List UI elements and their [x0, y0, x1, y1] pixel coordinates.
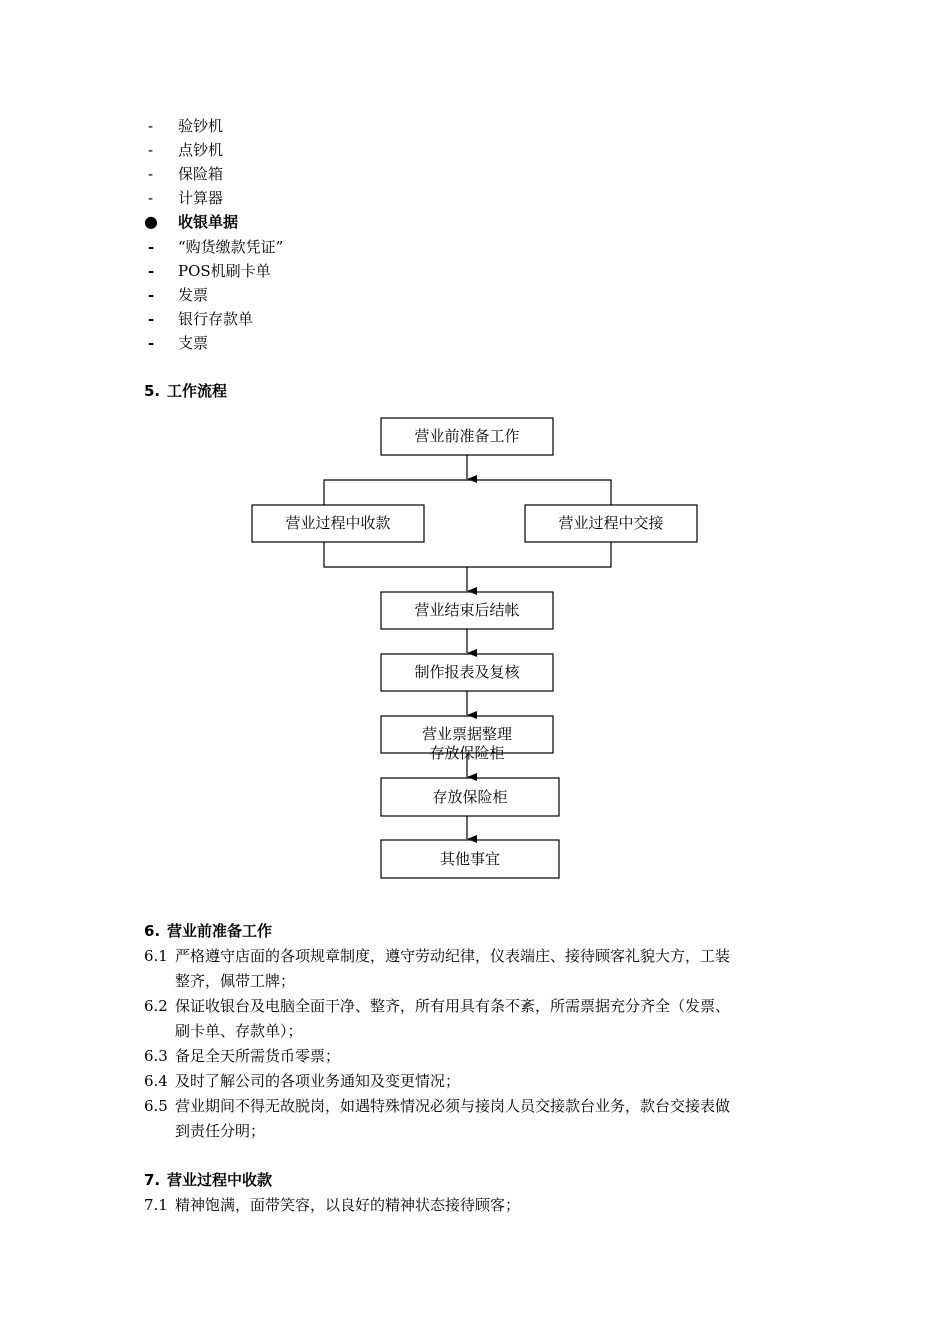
dash-bullet-icon: -	[148, 238, 155, 256]
section-title: 营业过程中收款	[167, 1171, 273, 1189]
item-number: 6.5	[144, 1097, 168, 1115]
flow-label-report: 制作报表及复核	[414, 663, 520, 681]
flow-label-sort-overlap: 存放保险柜	[429, 744, 505, 762]
section-title: 工作流程	[167, 382, 228, 400]
item-number: 6.1	[144, 947, 168, 965]
dash-bullet-icon: -	[148, 334, 155, 352]
list-item: 支票	[178, 334, 209, 352]
item-text: 保证收银台及电脑全面干净、整齐，所有用具有条不紊，所需票据充分齐全（发票、	[175, 997, 731, 1015]
list-item: 银行存款单	[178, 310, 254, 328]
item-text: 及时了解公司的各项业务通知及变更情况；	[175, 1072, 461, 1090]
flow-merge-bracket	[324, 542, 611, 567]
section-number: 6.	[144, 922, 161, 940]
list-item: 发票	[178, 286, 209, 304]
item-text: 备足全天所需货币零票；	[175, 1047, 341, 1065]
list-item: 计算器	[178, 189, 224, 207]
flow-label-prep: 营业前准备工作	[414, 427, 520, 445]
list-item: 验钞机	[178, 117, 224, 135]
flow-label-store: 存放保险柜	[432, 788, 508, 806]
list-item: 保险箱	[178, 165, 224, 183]
flow-label-close: 营业结束后结帐	[414, 601, 520, 619]
list-item: “购货缴款凭证”	[178, 238, 284, 256]
item-number: 7.1	[144, 1196, 168, 1214]
dash-bullet-icon: -	[148, 165, 154, 183]
dash-bullet-icon: -	[148, 189, 154, 207]
dash-bullet-icon: -	[148, 262, 155, 280]
list-item: 点钞机	[178, 141, 224, 159]
item-text: 刷卡单、存款单）；	[175, 1022, 303, 1040]
dash-bullet-icon: -	[148, 286, 155, 304]
section-title: 营业前准备工作	[167, 922, 273, 940]
receipts-heading: 收银单据	[178, 213, 239, 231]
item-number: 6.4	[144, 1072, 168, 1090]
flow-label-other: 其他事宜	[439, 850, 501, 868]
flow-split-bracket	[324, 480, 611, 505]
section-number: 5.	[144, 382, 161, 400]
filled-circle-bullet-icon: ●	[144, 212, 158, 231]
flow-label-handover: 营业过程中交接	[558, 514, 664, 532]
flow-label-sort: 营业票据整理	[421, 725, 513, 743]
dash-bullet-icon: -	[148, 141, 154, 159]
item-text: 到责任分明；	[175, 1122, 266, 1140]
dash-bullet-icon: -	[148, 117, 154, 135]
list-item: POS机刷卡单	[178, 262, 271, 280]
item-text: 营业期间不得无故脱岗，如遇特殊情况必须与接岗人员交接款台业务，款台交接表做	[175, 1097, 731, 1115]
item-number: 6.3	[144, 1047, 168, 1065]
section-number: 7.	[144, 1171, 161, 1189]
item-number: 6.2	[144, 997, 168, 1015]
flow-label-collect: 营业过程中收款	[285, 514, 391, 532]
item-text: 精神饱满，面带笑容，以良好的精神状态接待顾客；	[175, 1196, 521, 1214]
item-text: 严格遵守店面的各项规章制度，遵守劳动纪律，仪表端庄、接待顾客礼貌大方，工装	[175, 947, 731, 965]
item-text: 整齐，佩带工牌；	[175, 972, 296, 990]
dash-bullet-icon: -	[148, 310, 155, 328]
